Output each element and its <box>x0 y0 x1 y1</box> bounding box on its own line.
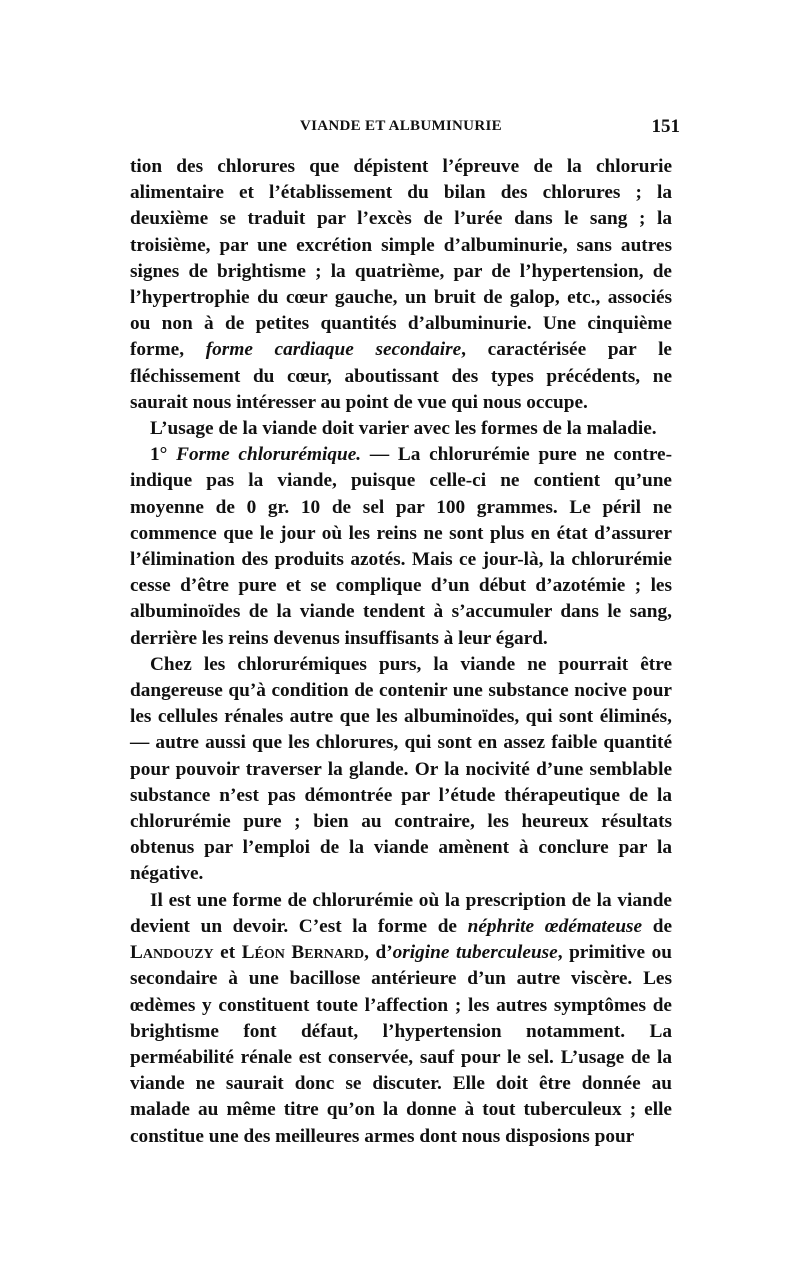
list-number: 1° <box>150 444 177 466</box>
text-run: , primitive ou secondaire à une bacillose antérieure d’un autre viscère. Les œdèmes y constituent toute l’affection ; les autres symptômes de brightisme font défaut, l’hypertension notamment. La perméabilité rénale est conservée, sauf pour le sel. L’usage de la viande ne saurait donc se discuter. Elle doit être donnée au malade au même titre qu’on la donne à tout tuberculeux ; elle constitue une des meilleures armes dont nous disposions pour <box>130 942 672 1147</box>
paragraph-1 <box>130 154 672 416</box>
text-run: Il est une forme de chlorurémie où la prescription de la viande devient un devoir. C’est la forme de <box>130 889 672 937</box>
italic-term: forme cardiaque secondaire <box>205 339 462 361</box>
author-name: Landouzy <box>130 942 214 964</box>
text-run: , caractérisée par le fléchissement du cœur, aboutissant des types précédents, ne saurait nous intéresser au point de vue qui nous occupe. <box>130 339 672 413</box>
page-header <box>130 118 680 142</box>
text-run: de <box>642 915 673 937</box>
paragraph-4 <box>130 652 672 888</box>
text-run: — La chlorurémie pure ne contre-indique pas la viande, puisque celle-ci ne contient qu’une moyenne de 0 gr. 10 de sel par 100 grammes. Le péril ne commence que le jour où les reins ne sont plus en état d’assurer l’élimination des produits azotés. Mais ce jour-là, la chlorurémie cesse d’être pure et se complique d’un début d’azotémie ; les albuminoïdes de la viande tendent à s’accumuler dans le sang, derrière les reins devenus insuffisants à leur égard. <box>130 444 673 649</box>
body-text <box>130 154 672 1150</box>
italic-term: néphrite œdémateuse <box>467 915 643 937</box>
text-run: tion des chlorures que dépistent l’épreuve de la chlorurie alimentaire et l’établissement du bilan des chlorures ; la deuxième se traduit par l’excès de l’urée dans le sang ; la troisième, par une excrétion simple d’albuminurie, sans autres signes de brightisme ; la quatrième, par de l’hypertension, de l’hypertrophie du cœur gauche, un bruit de galop, etc., associés ou non à de petites quantités d’albuminurie. Une cinquième forme, <box>130 156 672 361</box>
italic-heading: Forme chlorurémique. <box>176 444 362 466</box>
text-run: Chez les chlorurémiques purs, la viande ne pourrait être dangereuse qu’à condition de contenir une substance nocive pour les cellules rénales autre que les albuminoïdes, qui sont éliminés, — autre aussi que les chlorures, qui sont en assez faible quantité pour pouvoir traverser la glande. Or la nocivité d’une semblable substance n’est pas démontrée par l’étude thérapeutique de la chlorurémie pure ; bien au contraire, les heureux résultats obtenus par l’emploi de la viande amènent à conclure par la négative. <box>130 653 672 885</box>
italic-term: origine tuberculeuse <box>392 942 558 964</box>
paragraph-5 <box>130 888 672 1150</box>
text-run: et <box>213 942 242 964</box>
text-run: , d’ <box>364 942 393 964</box>
page-number: 151 <box>651 116 680 137</box>
author-name: Léon Bernard <box>241 942 365 964</box>
running-title: VIANDE ET ALBUMINURIE <box>300 118 502 134</box>
paragraph-3 <box>130 442 672 652</box>
text-run: L’usage de la viande doit varier avec les formes de la maladie. <box>150 418 657 440</box>
paragraph-2 <box>130 416 672 442</box>
